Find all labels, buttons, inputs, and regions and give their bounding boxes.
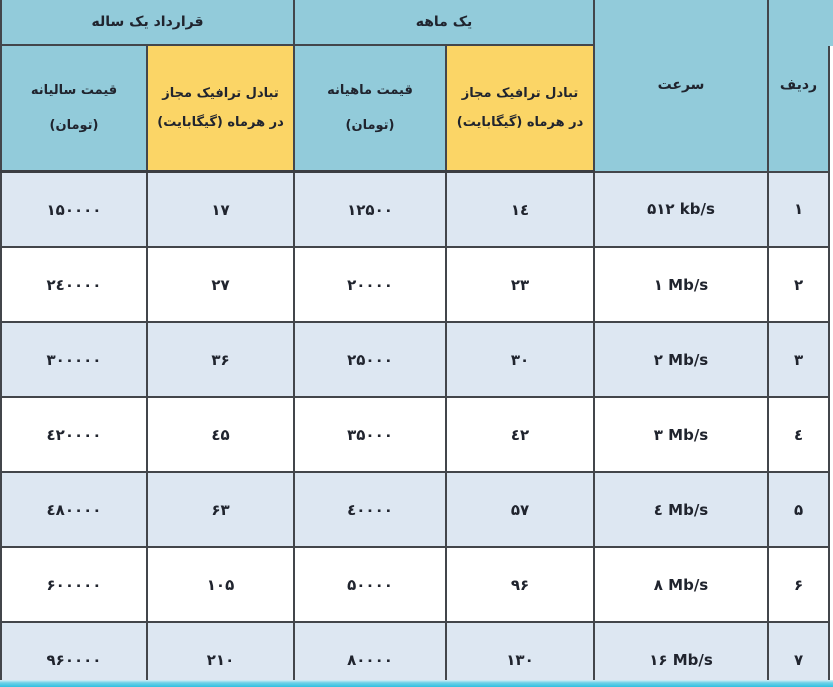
cell-speed: ۱ Mb/s <box>594 247 768 322</box>
cell-yearly-traffic: ۱۷ <box>147 172 294 248</box>
cell-speed: ۲ Mb/s <box>594 322 768 397</box>
header-monthly-price-line1: قیمت ماهیانه <box>327 83 413 98</box>
cell-monthly-traffic: ۳۰ <box>446 322 594 397</box>
cell-row-number: ۳ <box>768 322 829 397</box>
cell-monthly-price: ۸۰۰۰۰ <box>294 622 446 687</box>
cell-monthly-traffic: ۱٤ <box>446 172 594 248</box>
header-speed: سرعت <box>594 0 768 172</box>
header-group-row <box>1 0 829 45</box>
cell-monthly-price: ۲۰۰۰۰ <box>294 247 446 322</box>
top-right-header-edge <box>828 0 833 46</box>
cell-monthly-price: ٤۰۰۰۰ <box>294 472 446 547</box>
cell-yearly-traffic: ۶۳ <box>147 472 294 547</box>
cell-yearly-price: ٤۲۰۰۰۰ <box>1 397 147 472</box>
header-monthly-price <box>294 45 446 172</box>
cell-monthly-price: ۱۲۵۰۰ <box>294 172 446 248</box>
header-monthly-traffic <box>446 45 594 172</box>
cell-yearly-traffic: ۱۰۵ <box>147 547 294 622</box>
table-row <box>1 247 829 322</box>
header-yearly-traffic-line1: تبادل ترافیک مجاز <box>162 86 279 101</box>
cell-speed: ۵۱۲ kb/s <box>594 172 768 248</box>
cell-monthly-traffic: ۵۷ <box>446 472 594 547</box>
header-yearly-traffic <box>147 45 294 172</box>
cell-yearly-price: ۶۰۰۰۰۰ <box>1 547 147 622</box>
cell-yearly-traffic: ٤۵ <box>147 397 294 472</box>
table-row <box>1 322 829 397</box>
cell-monthly-traffic: ۹۶ <box>446 547 594 622</box>
cell-yearly-traffic: ۲۷ <box>147 247 294 322</box>
header-monthly-price-line2: (تومان) <box>345 118 395 133</box>
cell-row-number: ۵ <box>768 472 829 547</box>
cell-row-number: ۷ <box>768 622 829 687</box>
cell-row-number: ٤ <box>768 397 829 472</box>
cell-monthly-price: ۳۵۰۰۰ <box>294 397 446 472</box>
bottom-edge-strip <box>0 680 833 687</box>
cell-yearly-price: ۲٤۰۰۰۰ <box>1 247 147 322</box>
cell-monthly-price: ۵۰۰۰۰ <box>294 547 446 622</box>
cell-yearly-price: ۱۵۰۰۰۰ <box>1 172 147 248</box>
table-row <box>1 172 829 248</box>
header-monthly-traffic-line1: تبادل ترافیک مجاز <box>461 86 579 101</box>
header-yearly-price-line2: (تومان) <box>49 118 99 133</box>
header-yearly-traffic-line2: در هرماه (گیگابایت) <box>157 115 284 130</box>
cell-yearly-price: ٤۸۰۰۰۰ <box>1 472 147 547</box>
table-row <box>1 472 829 547</box>
header-group-yearly: قرارداد یک ساله <box>1 0 294 45</box>
cell-yearly-price: ۹۶۰۰۰۰ <box>1 622 147 687</box>
cell-monthly-traffic: ۱۳۰ <box>446 622 594 687</box>
cell-row-number: ۶ <box>768 547 829 622</box>
cell-yearly-price: ۳۰۰۰۰۰ <box>1 322 147 397</box>
cell-speed: ۳ Mb/s <box>594 397 768 472</box>
cell-row-number: ۲ <box>768 247 829 322</box>
header-yearly-price-line1: قیمت سالیانه <box>30 83 118 98</box>
header-yearly-price <box>1 45 147 172</box>
cell-speed: ۱۶ Mb/s <box>594 622 768 687</box>
table-row <box>1 397 829 472</box>
header-group-monthly: یک ماهه <box>294 0 594 45</box>
cell-speed: ۸ Mb/s <box>594 547 768 622</box>
header-row-number: ردیف <box>768 0 829 172</box>
cell-speed: ٤ Mb/s <box>594 472 768 547</box>
header-monthly-traffic-line2: در هرماه (گیگابایت) <box>456 115 584 130</box>
table-row <box>1 622 829 687</box>
cell-monthly-traffic: ٤۲ <box>446 397 594 472</box>
cell-row-number: ۱ <box>768 172 829 248</box>
cell-monthly-traffic: ۲۳ <box>446 247 594 322</box>
cell-yearly-traffic: ۳۶ <box>147 322 294 397</box>
cell-monthly-price: ۲۵۰۰۰ <box>294 322 446 397</box>
table-row <box>1 547 829 622</box>
cell-yearly-traffic: ۲۱۰ <box>147 622 294 687</box>
